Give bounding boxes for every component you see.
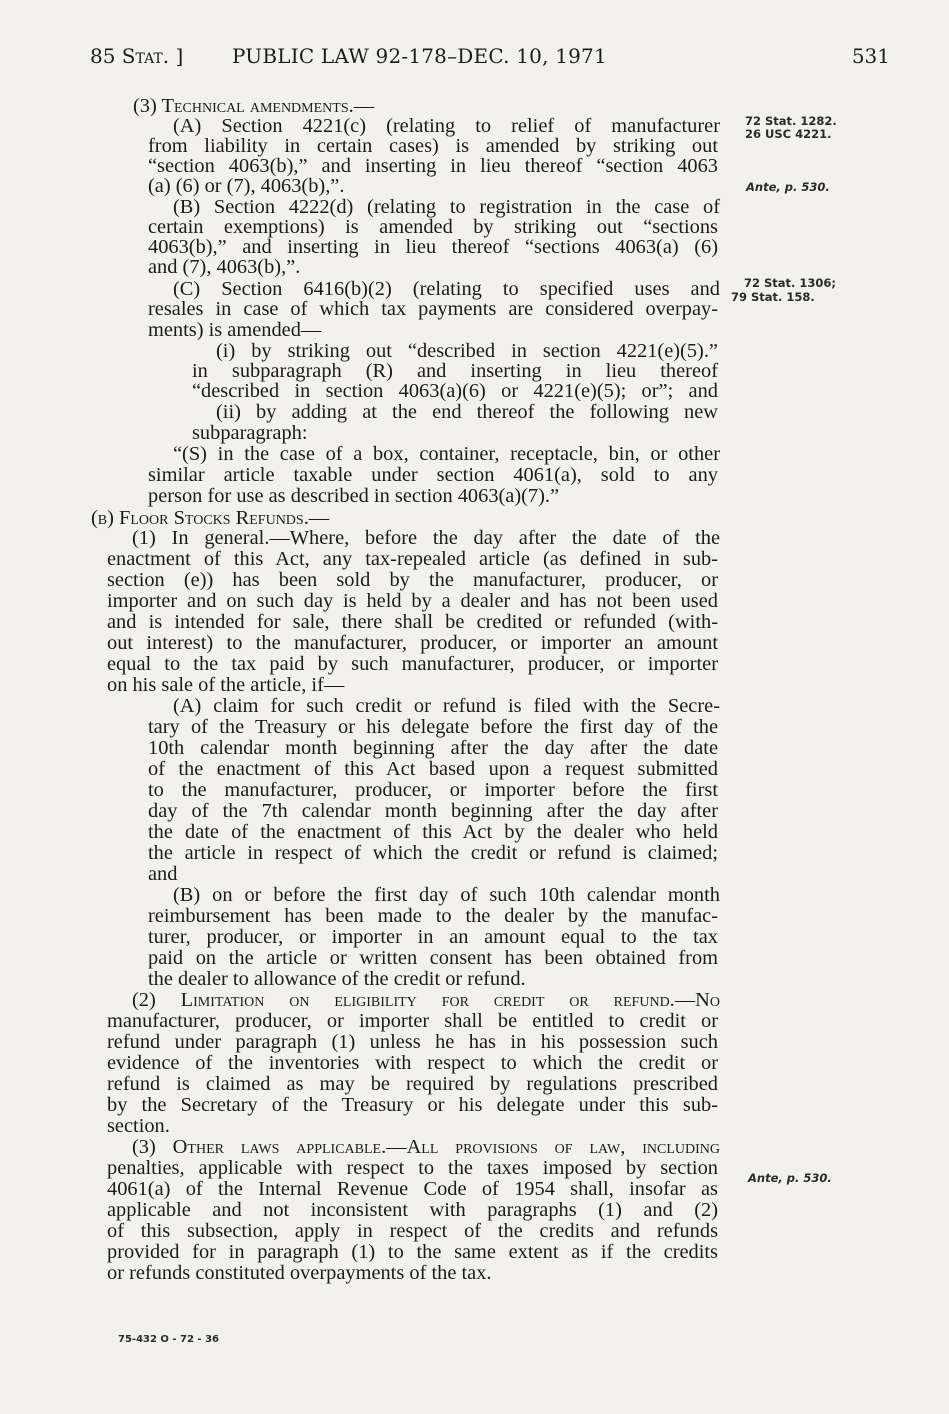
text-line: “described in section 4063(a)(6) or 4221(e)(5); or”; and	[192, 380, 718, 402]
text-line: penalties, applicable with respect to the taxes imposed by section	[107, 1157, 718, 1179]
text-line: (C) Section 6416(b)(2) (relating to specified uses and	[173, 278, 720, 300]
text-line: (B) on or before the first day of such 10th calendar month	[173, 884, 720, 906]
text-line: the article in respect of which the credit or refund is claimed;	[148, 842, 718, 864]
text-line: from liability in certain cases) is amended by striking out	[148, 135, 718, 157]
text-line: out interest) to the manufacturer, producer, or importer an amount	[107, 632, 718, 654]
text-line: and (7), 4063(b),”.	[148, 256, 301, 278]
text-line: manufacturer, producer, or importer shall be entitled to credit or	[107, 1010, 718, 1032]
text-line: of this subsection, apply in respect of the credits and refunds	[107, 1220, 718, 1242]
text-line: the date of the enactment of this Act by the dealer who held	[148, 821, 718, 843]
text-line: paid on the article or written consent has been obtained from	[148, 947, 718, 969]
text-line: 4063(b),” and inserting in lieu thereof “sections 4063(a) (6)	[148, 236, 718, 258]
text-line: certain exemptions) is amended by striking out “sections	[148, 216, 718, 238]
text-line: of the enactment of this Act based upon a request submitted	[148, 758, 718, 780]
text-line: reimbursement has been made to the dealer by the manufac-	[148, 905, 718, 927]
text-line: applicable and not inconsistent with paragraphs (1) and (2)	[107, 1199, 718, 1221]
text-line: ments) is amended—	[148, 319, 322, 341]
text-line: refund under paragraph (1) unless he has in his possession such	[107, 1031, 718, 1053]
text-line: and is intended for sale, there shall be credited or refunded (with-	[107, 611, 718, 633]
statute-volume: 85 Stat. ]	[90, 44, 184, 68]
text-line: equal to the tax paid by such manufacturer, producer, or importer	[107, 653, 718, 675]
margin-note: 72 Stat. 1306;	[744, 276, 837, 290]
text-line: the dealer to allowance of the credit or refund.	[148, 968, 526, 990]
text-line: (3) Other laws applicable.—All provisions of law, including	[132, 1136, 720, 1158]
text-line: (i) by striking out “described in section 4221(e)(5).”	[216, 340, 718, 362]
law-title: PUBLIC LAW 92-178–DEC. 10, 1971	[232, 44, 607, 68]
text-line: or refunds constituted overpayments of the tax.	[107, 1262, 492, 1284]
text-line: similar article taxable under section 4061(a), sold to any	[148, 464, 718, 486]
text-line: (A) Section 4221(c) (relating to relief of manufacturer	[173, 115, 720, 137]
margin-note: 26 USC 4221.	[745, 127, 832, 141]
margin-note: 72 Stat. 1282.	[745, 114, 837, 128]
page-header	[90, 44, 890, 74]
text-line: by the Secretary of the Treasury or his delegate under this sub-	[107, 1094, 718, 1116]
margin-note: Ante, p. 530.	[746, 180, 830, 194]
text-line: enactment of this Act, any tax-repealed article (as defined in sub-	[107, 548, 718, 570]
text-line: (B) Section 4222(d) (relating to registration in the case of	[173, 196, 720, 218]
text-line: (3) Technical amendments.—	[133, 95, 375, 117]
text-line: 10th calendar month beginning after the day after the date	[148, 737, 718, 759]
text-line: subparagraph:	[192, 422, 308, 444]
text-line: “section 4063(b),” and inserting in lieu thereof “section 4063	[148, 155, 718, 177]
text-line: (2) Limitation on eligibility for credit or refund.—No	[132, 989, 720, 1011]
margin-note: 79 Stat. 158.	[731, 290, 815, 304]
text-line: importer and on such day is held by a dealer and has not been used	[107, 590, 718, 612]
text-line: day of the 7th calendar month beginning after the day after	[148, 800, 718, 822]
text-line: refund is claimed as may be required by regulations prescribed	[107, 1073, 718, 1095]
text-line: (ii) by adding at the end thereof the following new	[216, 401, 718, 423]
text-line: tary of the Treasury or his delegate before the first day of the	[148, 716, 718, 738]
text-line: section.	[107, 1115, 170, 1137]
text-line: resales in case of which tax payments are considered overpay-	[148, 298, 718, 320]
text-line: 4061(a) of the Internal Revenue Code of 1954 shall, insofar as	[107, 1178, 718, 1200]
text-line: on his sale of the article, if—	[107, 674, 345, 696]
text-line: (a) (6) or (7), 4063(b),”.	[148, 175, 345, 197]
text-line: evidence of the inventories with respect to which the credit or	[107, 1052, 718, 1074]
margin-note: Ante, p. 530.	[748, 1171, 832, 1185]
text-line: person for use as described in section 4063(a)(7).”	[148, 485, 560, 507]
text-line: and	[148, 863, 178, 885]
text-line: in subparagraph (R) and inserting in lieu thereof	[192, 360, 718, 382]
text-line: (A) claim for such credit or refund is filed with the Secre-	[173, 695, 720, 717]
page-number: 531	[851, 44, 890, 68]
print-code-footer: 75-432 O - 72 - 36	[118, 1334, 219, 1345]
text-line: to the manufacturer, producer, or importer before the first	[148, 779, 718, 801]
text-line: turer, producer, or importer in an amount equal to the tax	[148, 926, 718, 948]
text-line: section (e)) has been sold by the manufacturer, producer, or	[107, 569, 718, 591]
text-line: provided for in paragraph (1) to the same extent as if the credits	[107, 1241, 718, 1263]
text-line: (1) In general.—Where, before the day after the date of the	[132, 527, 720, 549]
section-heading: (b) Floor Stocks Refunds.—	[91, 507, 330, 529]
text-line: “(S) in the case of a box, container, receptacle, bin, or other	[173, 443, 720, 465]
